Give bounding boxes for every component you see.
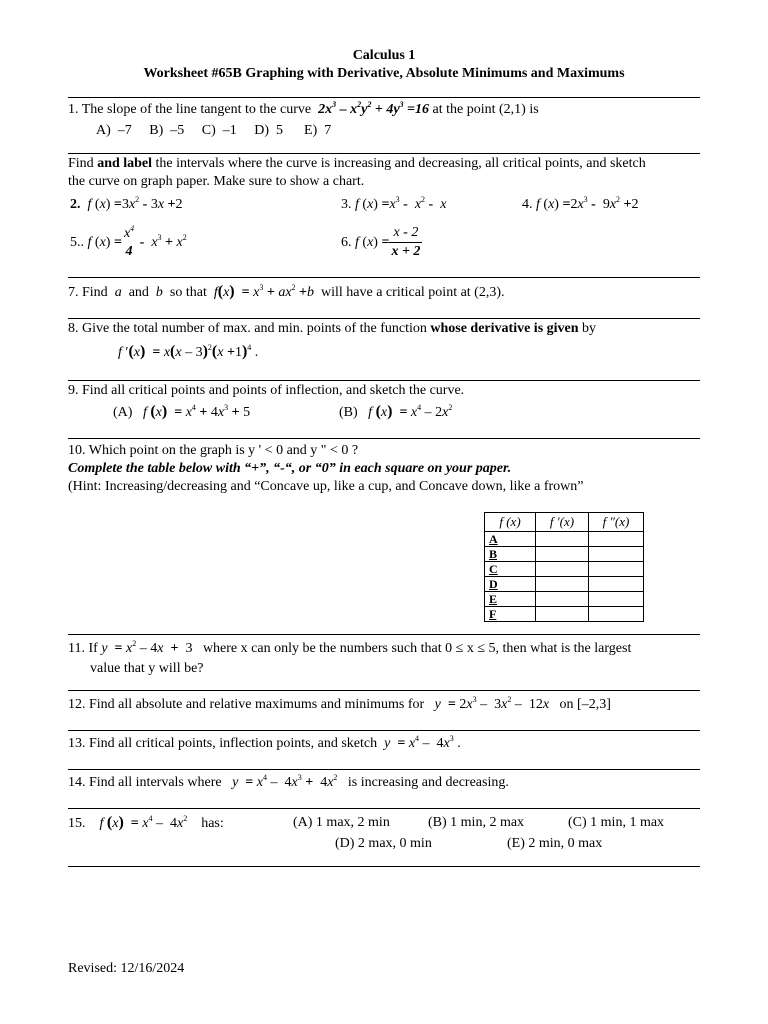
table-cell <box>589 562 644 577</box>
question-12-text: 12. Find all absolute and relative maximums and minimums for <box>68 697 425 712</box>
divider <box>68 277 700 278</box>
equation: f <box>210 285 218 300</box>
divider <box>68 380 700 381</box>
page-subtitle: Worksheet #65B Graphing with Derivative, Absolute Minimums and Maximums <box>143 66 625 81</box>
problem-number: 6. <box>341 235 352 250</box>
equation: f <box>355 235 359 250</box>
row-label: E <box>485 592 536 607</box>
divider <box>68 634 700 635</box>
divider <box>68 153 700 154</box>
equation: f $(x) = x^4 - 4x^2$ <box>99 814 188 831</box>
equation: $y = 2x^3 - 3x^2 - 12x$ <box>434 695 550 712</box>
table-cell <box>589 592 644 607</box>
table-row <box>485 607 644 622</box>
row-label: F <box>485 607 536 622</box>
answer-choice-d: (D) 2 max, 0 min <box>335 836 432 851</box>
part-label: (B) <box>339 405 358 420</box>
table-row <box>485 547 644 562</box>
question-13-text: 13. Find all critical points, inflection points, and sketch <box>68 736 378 751</box>
question-11-text: where x can only be the numbers such that 0 ≤ x ≤ 5, then what is the largest <box>202 641 632 656</box>
table-cell <box>536 562 589 577</box>
answer-choice-b: (B) 1 min, 2 max <box>428 815 525 830</box>
question-9-part-b: (B) f $(x) = x^4 - 2x^2$ <box>339 403 453 420</box>
question-15-number: 15. <box>68 816 86 831</box>
question-10-instructions: Complete the table below with “+”, “-“, or “0” in each square on your paper. <box>68 461 512 476</box>
instructions-line-2: the curve on graph paper. Make sure to show a chart. <box>68 174 365 189</box>
question-12-text: on [–2,3] <box>559 697 611 712</box>
equation: $2x^3 - x^2y^2 + 4y^3 =16$ <box>314 100 430 117</box>
question-1 <box>68 101 539 119</box>
question-7-text: so that <box>169 285 207 300</box>
equation: f <box>355 197 359 212</box>
divider <box>68 866 700 867</box>
problem-4: 4. f $(x) =2x^3 - 9x^2 +2$ <box>522 195 639 212</box>
question-7-text: will have a critical point at (2,3). <box>321 285 505 300</box>
equation: f <box>84 197 92 212</box>
sign-chart-table <box>484 512 644 622</box>
instructions <box>68 155 646 173</box>
table-header-f-double-prime: f ″(x) <box>589 513 644 532</box>
table-cell <box>536 592 589 607</box>
revision-date: Revised: 12/16/2024 <box>68 961 185 976</box>
question-10-text: 10. Which point on the graph is y ' < 0 and y " < 0 ? <box>68 443 359 458</box>
equation: $y = x^2 - 4x + 3$ <box>101 639 193 656</box>
divider <box>68 808 700 809</box>
question-15-text: has: <box>201 816 224 831</box>
equation: f <box>87 235 92 250</box>
question-10-hint: (Hint: Increasing/decreasing and “Concave up, like a cup, and Concave down, like a frown” <box>68 479 584 494</box>
question-9-part-a: (A) f $(x) = x^4 + 4x^3 + 5$ <box>113 403 251 420</box>
table-cell <box>536 577 589 592</box>
page-title: Calculus 1 <box>352 48 416 63</box>
problem-6: 6. f (x) = $\frac{x - 2}{x + 2}$ <box>341 225 421 260</box>
table-cell <box>589 532 644 547</box>
table-header-f-prime: f ′(x) <box>536 513 589 532</box>
divider <box>68 318 700 319</box>
question-8-text: by <box>578 321 597 336</box>
answer-choice-e: (E) 2 min, 0 max <box>507 836 603 851</box>
table-header-row <box>485 513 644 532</box>
table-row <box>485 562 644 577</box>
question-1-text-after: at the point (2,1) is <box>432 102 539 117</box>
question-7-text: 7. Find <box>68 285 108 300</box>
divider <box>68 730 700 731</box>
problem-number: 3. <box>341 197 352 212</box>
derivative-equation: f $'(x) = x(x - 3)^2(x +1)^4$ . <box>118 343 259 360</box>
problem-2: 2. f $(x) =3x^2 - 3x +2$ <box>70 195 183 212</box>
table-cell <box>589 547 644 562</box>
question-7: 7. Find a and b so that $f(x) = x^3 + ax^2 +b$ will have a critical point at (2,3). <box>68 283 505 300</box>
problem-number: 2. <box>70 197 81 212</box>
instructions-bold: and label <box>97 156 153 171</box>
row-label: D <box>485 577 536 592</box>
question-7-text: and <box>128 285 149 300</box>
divider <box>68 97 700 98</box>
question-9-text: 9. Find all critical points and points of inflection, and sketch the curve. <box>68 383 465 398</box>
row-label: A <box>485 532 536 547</box>
question-8 <box>68 320 596 338</box>
answer-choice-c: (C) 1 min, 1 max <box>568 815 665 830</box>
question-8-bold: whose derivative is given <box>430 321 579 336</box>
problem-3: 3. f $(x) =x^3 - x^2 - x$ <box>341 195 447 212</box>
row-label: C <box>485 562 536 577</box>
equation: $y = x^4 - 4x^3 + 4x^2$ <box>232 773 338 790</box>
problem-number: 5.. <box>70 235 84 250</box>
problem-number: 4. <box>522 197 533 212</box>
divider <box>68 690 700 691</box>
question-15 <box>68 814 224 833</box>
table-cell <box>536 607 589 622</box>
fraction: $x^4$ 4 <box>123 223 135 259</box>
table-cell <box>536 532 589 547</box>
problem-5: 5.. f (x) = $x^4$ 4 - $x^3 + x^2$ <box>70 223 187 259</box>
question-11-text: 11. If <box>68 641 98 656</box>
question-12 <box>68 696 611 714</box>
table-header-f: f (x) <box>485 513 536 532</box>
question-1-choices: A) –7 B) –5 C) –1 D) 5 E) 7 <box>96 123 332 138</box>
table-row <box>485 592 644 607</box>
table-cell <box>589 607 644 622</box>
variable-a: a <box>114 285 122 300</box>
divider <box>68 438 700 439</box>
table-row <box>485 532 644 547</box>
question-14-text: is increasing and decreasing. <box>347 775 509 790</box>
table-row <box>485 577 644 592</box>
fraction: $\frac{x - 2}{x + 2}$ <box>391 225 421 260</box>
question-11-line-2: value that y will be? <box>90 661 204 676</box>
part-label: (A) <box>113 405 133 420</box>
equation: f <box>536 197 540 212</box>
question-8-text: 8. Give the total number of max. and min. points of the function <box>68 321 431 336</box>
question-11 <box>68 640 631 658</box>
variable-b: b <box>155 285 163 300</box>
answer-choice-a: (A) 1 max, 2 min <box>293 815 390 830</box>
question-14 <box>68 774 509 792</box>
table-cell <box>536 547 589 562</box>
instructions-text: Find <box>68 156 98 171</box>
row-label: B <box>485 547 536 562</box>
divider <box>68 769 700 770</box>
table-cell <box>589 577 644 592</box>
question-1-text: 1. The slope of the line tangent to the curve <box>68 102 312 117</box>
equation: $y = x^4 - 4x^3$ . <box>384 734 461 751</box>
instructions-text: the intervals where the curve is increasing and decreasing, all critical points, and sketch <box>152 156 646 171</box>
question-14-text: 14. Find all intervals where <box>68 775 222 790</box>
question-13 <box>68 735 461 753</box>
